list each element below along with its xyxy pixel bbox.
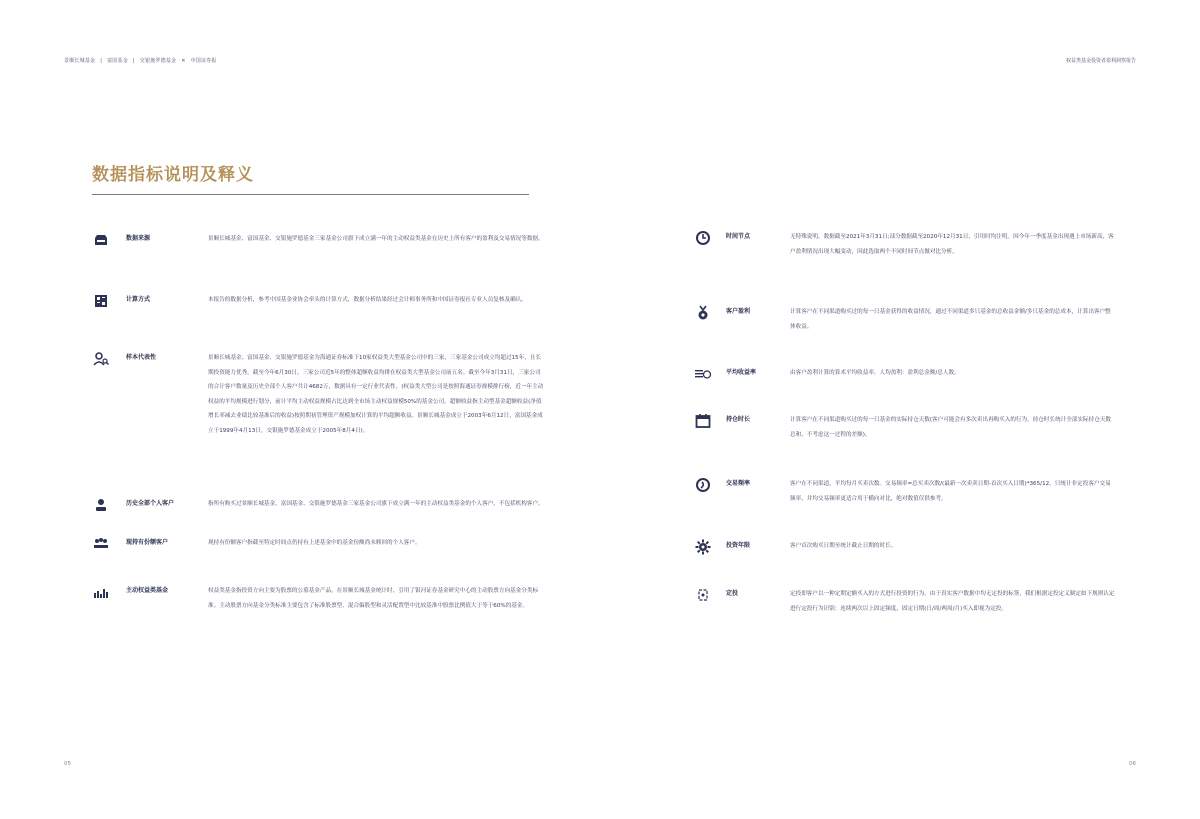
entry-label: 主动权益类基金 — [126, 587, 169, 594]
header-separator: | — [132, 58, 135, 64]
entry-text: 客户在不同渠道，平均每月买卖次数。交易频率=总买卖次数/(最新一次卖卖日期-首次买入日期)*365/12。只统计非定投客户交易频率，并均交易频率更适合用于横向对比，绝对数值仅供参考。 — [790, 481, 1111, 502]
medal-icon — [694, 304, 712, 322]
entry-text: 本报告的数据分析，参考中国基金业协会牵头的计算方式，数据分析结果经过会计师事务所和中国证券报社专业人员复核及确认。 — [208, 297, 527, 303]
entry-label: 持仓时长 — [726, 416, 751, 423]
entry-label: 数据来源 — [126, 235, 151, 242]
page-number-left: 05 — [64, 761, 71, 767]
person-icon — [92, 496, 110, 514]
header-item: 交银施罗德基金 — [139, 58, 177, 64]
clock-icon — [694, 229, 712, 247]
entry-label: 定投 — [726, 590, 739, 597]
header-item: 富国基金 — [107, 58, 128, 64]
calculator-icon — [92, 292, 110, 310]
entry-text: 计算客户在不同渠道购买过的每一只基金获得的收益情况，通过不同渠道多只基金的总收益金额/多只基金的总成本，计算出客户整体收益。 — [790, 309, 1111, 330]
entry-label: 现持有份额客户 — [126, 539, 169, 546]
header-left — [64, 57, 217, 64]
gear-icon — [694, 538, 712, 556]
bar-chart-icon — [92, 583, 110, 601]
entry-text: 指所有购买过景顺长城基金、富国基金、交银施罗德基金三家基金公司旗下成立满一年的主动权益类基金的个人客户，不包括机构客户。 — [208, 501, 544, 507]
yield-icon — [694, 365, 712, 383]
header-item: 景顺长城基金 — [64, 58, 96, 64]
entry-label: 平均收益率 — [726, 369, 757, 376]
title-divider — [92, 194, 529, 195]
entry-text: 现持有份额客户指截至特定时间点仍持有上述基金中的基金份额尚未赎回的个人客户。 — [208, 540, 421, 546]
entry-text: 客户首次购买日期至统计截止日期的时长。 — [790, 543, 897, 549]
entry-label: 样本代表性 — [126, 354, 157, 361]
entry-label: 计算方式 — [126, 296, 151, 303]
calendar-icon — [694, 412, 712, 430]
header-right-title: 权益类基金投资者盈利洞察报告 — [1065, 58, 1136, 64]
trade-icon — [694, 476, 712, 494]
header-separator: | — [100, 58, 103, 64]
entry-label: 交易频率 — [726, 480, 751, 487]
entry-label: 时间节点 — [726, 233, 751, 240]
entry-text: 无特殊说明，数据截至2021年3月31日;部分数据截至2020年12月31日，引用时均注明。因今年一季度基金出现遇上市场新高，客户盈利情况出现大幅变动，因此选取两个不同时间节点做对比分析。 — [790, 234, 1114, 255]
cycle-icon — [694, 586, 712, 604]
entry-text: 定投即客户以一种定期定额买入的方式进行投资的行为。由于真实客户数据中均无定投的标签，我们根据定投定义制定如下规则认定进行定投行为识别：连续两次以上固定频度，固定日期(日/周/两周/月)买入即视为定投。 — [790, 591, 1115, 612]
entry-text: 由客户盈利计算的算术平均收益率。人均盈利：盈利总金额/总人数。 — [790, 370, 960, 376]
header-separator: ✕ — [181, 58, 186, 64]
group-icon — [92, 535, 110, 553]
entry-text: 权益类基金指投资方向主要为股票的公募基金产品。在景顺长城基金统计时，引用了银河证券基金研究中心的主动股票方向基金分类标准。主动股票方向基金分类标准主要包含了标准股票型、混合偏股型和灵活配置型中比较基准中股票比例值大于等于60%的基金。 — [208, 588, 539, 609]
entry-text: 景顺长城基金、富国基金、交银施罗德基金为海通证券标准下10家权益类大型基金公司中的三家，三家基金公司成立均超过15年，且长期投资能力优秀。截至今年6月30日，三家公司近5年的整体超额收益均排在权益类大型基金公司前五名。截至今年3月31日，三家公司的合计客户数量及历史全部个人客户共计4682万，数据具有一定行业代表性。(权益类大型公司是按照海通证券规模排行榜，近一年主动权益的平均规模进行划分，前计平均主动权益规模占比达到全市场主动权益规模50%的基金公司。超额收益指主动型基金超额收益(净值增长率减去业绩比较基准后的收益)按照期初管理资产规模加权计算的平均超额收益。景顺长城基金成立于2003年6月12日，富国基金成立于1999年4月13日，交银施罗德基金成立于2005年8月4日)。 — [208, 355, 544, 434]
entry-label: 客户盈利 — [726, 308, 751, 315]
database-icon — [92, 231, 110, 249]
page-number-right: 06 — [1129, 761, 1136, 767]
entry-label: 投资年限 — [726, 542, 751, 549]
people-search-icon — [92, 350, 110, 368]
section-title: 数据指标说明及释义 — [92, 165, 254, 185]
header-item: 中国证券报 — [190, 58, 217, 64]
entry-text: 景顺长城基金、富国基金、交银施罗德基金三家基金公司旗下成立满一年的主动权益类基金在历史上所有客户的盈利及交易情况等数据。 — [208, 236, 544, 242]
entry-label: 历史全部个人客户 — [126, 500, 175, 507]
entry-text: 计算客户在不同渠道购买过的每一只基金的实际持仓天数(客户可能会有多次卖出再购买入的行为，持仓时长统计全部实际持仓天数总和，不考虑这一过程的差额)。 — [790, 417, 1112, 438]
